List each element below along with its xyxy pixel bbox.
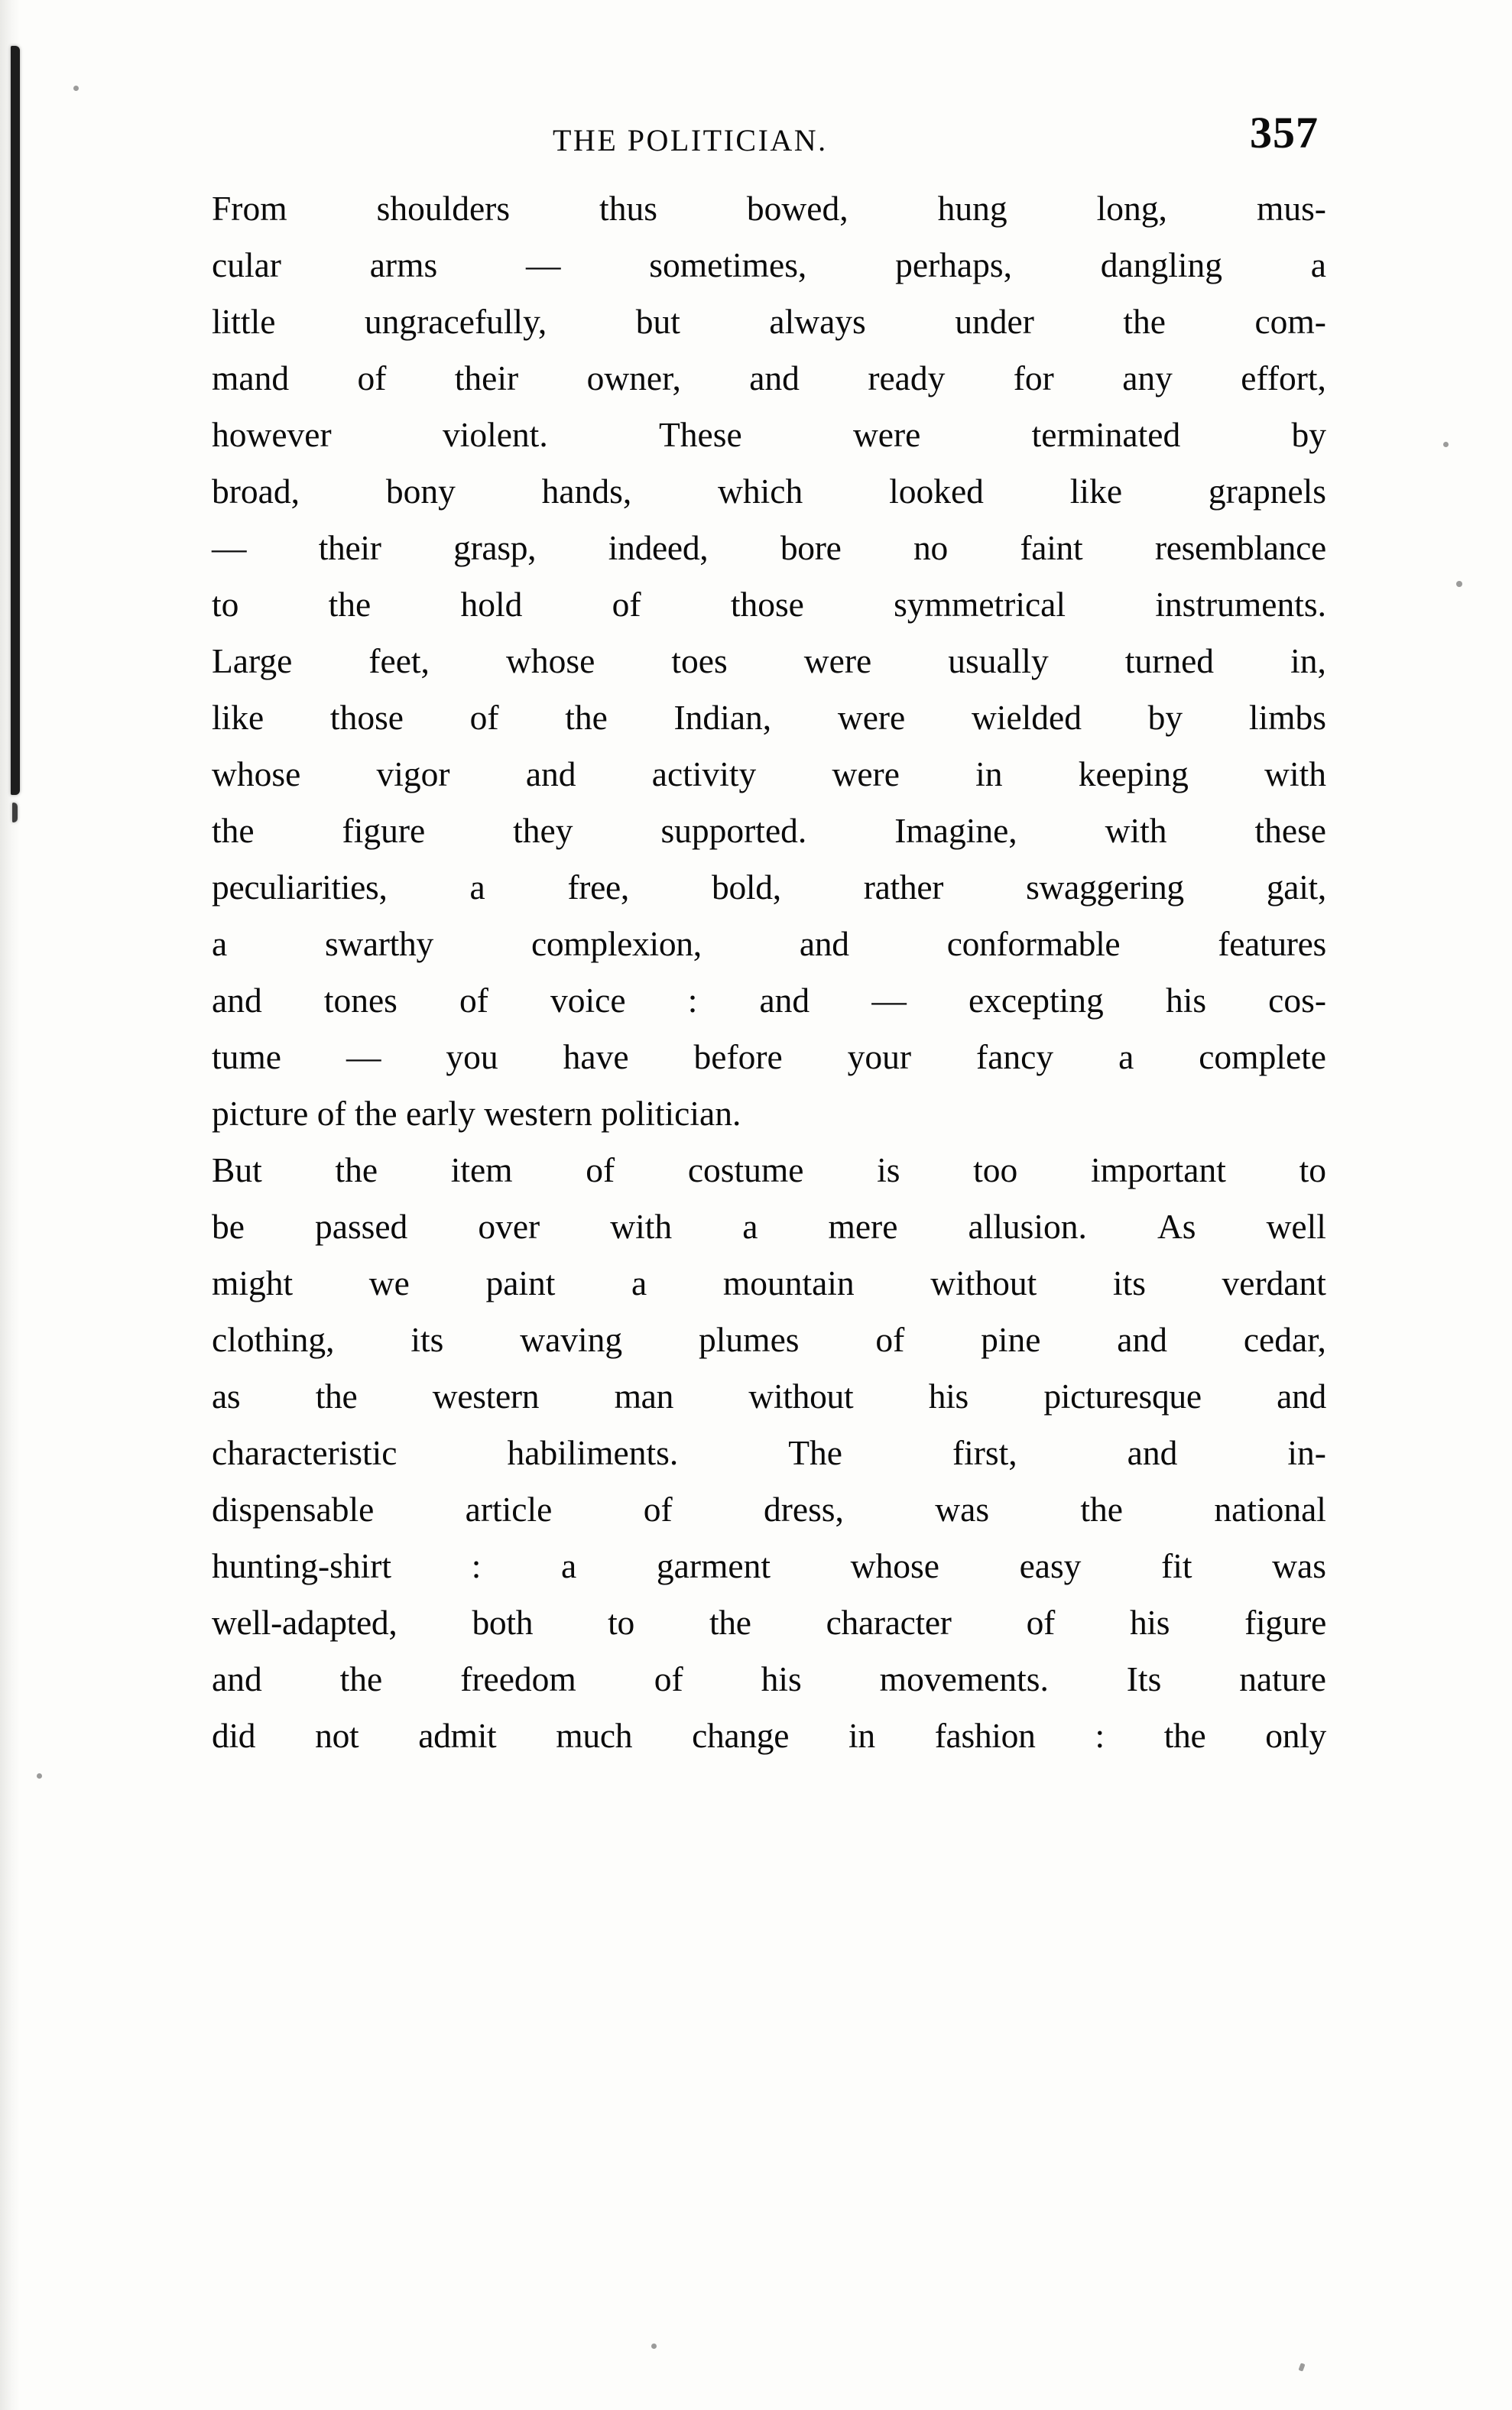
text-line: [164, 294, 1326, 350]
scan-speck: [651, 2344, 657, 2349]
text-word: ready: [868, 358, 946, 397]
text-word: allusion.: [968, 1207, 1087, 1246]
text-line: [164, 972, 1326, 1029]
paragraph-2: [164, 1142, 1326, 1764]
text-line: [164, 576, 1326, 633]
text-word: a: [212, 924, 227, 963]
text-word: and: [525, 754, 576, 793]
text-word: rather: [863, 868, 944, 907]
text-word: Its: [1126, 1659, 1162, 1698]
text-word: those: [730, 585, 804, 624]
text-word: which: [718, 472, 803, 511]
text-word: a: [561, 1546, 577, 1585]
running-head-title: THE POLITICIAN.: [553, 123, 828, 157]
text-word: whose: [850, 1546, 939, 1585]
text-word: with: [1105, 811, 1167, 850]
text-word: in-: [1287, 1433, 1326, 1472]
text-word: admit: [418, 1716, 497, 1755]
text-word: a: [631, 1263, 647, 1302]
text-word: Imagine,: [894, 811, 1017, 850]
text-word: little: [212, 302, 276, 341]
text-word: grasp,: [453, 528, 537, 567]
text-word: com-: [1254, 302, 1326, 341]
text-word: hunting-shirt: [212, 1546, 392, 1585]
text-word: bore: [780, 528, 842, 567]
text-word: the: [565, 698, 608, 737]
text-word: effort,: [1241, 358, 1326, 397]
text-word: —: [525, 245, 561, 284]
text-line: [164, 520, 1326, 576]
text-word: cedar,: [1243, 1320, 1326, 1359]
text-line: [164, 407, 1326, 463]
text-word: and: [212, 1659, 262, 1698]
text-word: clothing,: [212, 1320, 335, 1359]
paragraph-1: [164, 180, 1326, 1142]
text-word: hold: [460, 585, 523, 624]
text-word: to: [1299, 1150, 1326, 1189]
scan-speck: [37, 1773, 42, 1779]
scan-speck: [73, 86, 79, 91]
text-word: their: [318, 528, 381, 567]
text-word: to: [608, 1603, 634, 1642]
text-word: :: [471, 1546, 482, 1585]
text-word: instruments.: [1155, 585, 1326, 624]
text-word: and: [1277, 1377, 1326, 1416]
body-text: [164, 180, 1326, 1764]
text-word: turned: [1124, 641, 1215, 680]
scan-speck: [1298, 2363, 1305, 2371]
text-word: of: [469, 698, 499, 737]
text-line: [164, 1481, 1326, 1538]
text-word: thus: [599, 189, 657, 228]
text-word: not: [315, 1716, 359, 1755]
text-word: —: [871, 981, 907, 1020]
binding-ink-mark-secondary: [12, 803, 18, 822]
text-word: garment: [656, 1546, 771, 1585]
text-word: you: [446, 1037, 498, 1076]
text-word: characteristic: [212, 1433, 397, 1472]
text-word: they: [513, 811, 573, 850]
text-word: mus-: [1256, 189, 1326, 228]
text-word: their: [454, 358, 519, 397]
text-word: to: [212, 585, 239, 624]
text-word: dangling: [1100, 245, 1222, 284]
text-word: were: [803, 641, 872, 680]
text-word: in: [975, 754, 1003, 793]
text-line: [164, 1594, 1326, 1651]
text-word: and: [749, 358, 800, 397]
text-line: [164, 1312, 1326, 1368]
text-word: his: [1129, 1603, 1170, 1642]
text-word: :: [687, 981, 698, 1020]
text-word: and: [759, 981, 810, 1020]
text-word: before: [693, 1037, 783, 1076]
text-word: the: [1163, 1716, 1206, 1755]
text-word: fashion: [934, 1716, 1036, 1755]
text-word: without: [748, 1377, 854, 1416]
running-head: [164, 108, 1326, 180]
text-word: owner,: [586, 358, 681, 397]
text-word: free,: [567, 868, 630, 907]
text-word: of: [612, 585, 641, 624]
text-word: shoulders: [376, 189, 511, 228]
text-word: hands,: [541, 472, 632, 511]
text-word: were: [852, 415, 921, 454]
text-word: The: [788, 1433, 842, 1472]
text-word: —: [212, 528, 247, 567]
text-word: under: [955, 302, 1034, 341]
text-word: passed: [315, 1207, 408, 1246]
text-word: for: [1013, 358, 1054, 397]
text-line: [164, 1425, 1326, 1481]
text-line: [164, 746, 1326, 803]
text-word: resemblance: [1154, 528, 1326, 567]
text-word: change: [692, 1716, 790, 1755]
text-word: symmetrical: [894, 585, 1066, 624]
text-word: these: [1254, 811, 1326, 850]
text-word: did: [212, 1716, 256, 1755]
text-word: item: [450, 1150, 513, 1189]
text-word: limbs: [1248, 698, 1326, 737]
text-word: no: [913, 528, 948, 567]
text-word: gait,: [1266, 868, 1326, 907]
text-word: faint: [1020, 528, 1083, 567]
text-word: swarthy: [324, 924, 433, 963]
text-word: his: [928, 1377, 969, 1416]
text-word: usually: [948, 641, 1049, 680]
text-word: grapnels: [1208, 472, 1326, 511]
text-line: [164, 1029, 1326, 1085]
text-line: [164, 463, 1326, 520]
text-word: its: [410, 1320, 444, 1359]
text-word: features: [1218, 924, 1326, 963]
text-line: [164, 1142, 1326, 1199]
text-word: peculiarities,: [212, 868, 388, 907]
text-word: much: [556, 1716, 633, 1755]
text-line: [164, 1708, 1326, 1764]
text-word: :: [1095, 1716, 1105, 1755]
text-word: Large: [212, 641, 293, 680]
text-word: cular: [212, 245, 281, 284]
text-word: waving: [520, 1320, 623, 1359]
text-word: a: [469, 868, 485, 907]
text-line: [164, 1538, 1326, 1594]
text-word: the: [1080, 1490, 1123, 1529]
text-word: be: [212, 1207, 245, 1246]
page-number: 357: [1250, 108, 1319, 157]
text-word: well: [1266, 1207, 1326, 1246]
text-line: [164, 350, 1326, 407]
text-word: sometimes,: [649, 245, 807, 284]
text-word: by: [1147, 698, 1183, 737]
text-word: western: [432, 1377, 540, 1416]
text-word: of: [586, 1150, 615, 1189]
text-word: however: [212, 415, 332, 454]
text-word: pine: [981, 1320, 1041, 1359]
text-word: Indian,: [673, 698, 772, 737]
text-line: [164, 1368, 1326, 1425]
text-word: complexion,: [530, 924, 702, 963]
text-word: and: [1127, 1433, 1178, 1472]
text-line: [164, 1199, 1326, 1255]
text-word: we: [368, 1263, 410, 1302]
text-word: fit: [1161, 1546, 1192, 1585]
text-line: [164, 633, 1326, 689]
text-word: always: [769, 302, 866, 341]
text-word: might: [212, 1263, 294, 1302]
text-column: [164, 108, 1326, 1764]
text-word: mountain: [722, 1263, 855, 1302]
text-word: feet,: [368, 641, 430, 680]
text-word: was: [935, 1490, 990, 1529]
text-word: From: [212, 189, 287, 228]
text-word: As: [1157, 1207, 1196, 1246]
text-word: his: [1165, 981, 1207, 1020]
text-word: is: [877, 1150, 900, 1189]
text-word: freedom: [460, 1659, 576, 1698]
text-word: keeping: [1078, 754, 1189, 793]
text-word: terminated: [1031, 415, 1181, 454]
text-word: the: [328, 585, 372, 624]
text-word: as: [212, 1377, 241, 1416]
text-word: figure: [1244, 1603, 1326, 1642]
text-word: bowed,: [746, 189, 848, 228]
text-word: long,: [1096, 189, 1167, 228]
text-line: [164, 859, 1326, 916]
text-word: dispensable: [212, 1490, 375, 1529]
text-word: activity: [651, 754, 757, 793]
text-word: paint: [485, 1263, 556, 1302]
text-word: looked: [889, 472, 984, 511]
text-word: were: [837, 698, 906, 737]
text-word: only: [1265, 1716, 1326, 1755]
text-word: over: [478, 1207, 540, 1246]
text-word: perhaps,: [895, 245, 1012, 284]
text-word: tones: [323, 981, 397, 1020]
text-word: whose: [506, 641, 595, 680]
text-word: verdant: [1222, 1263, 1326, 1302]
text-word: vigor: [376, 754, 450, 793]
text-word: man: [614, 1377, 674, 1416]
binding-ink-mark: [11, 46, 20, 795]
scan-speck: [1456, 581, 1462, 587]
text-word: and: [799, 924, 849, 963]
text-word: These: [659, 415, 742, 454]
text-word: in: [848, 1716, 875, 1755]
text-word: complete: [1199, 1037, 1326, 1076]
text-word: both: [472, 1603, 534, 1642]
text-word: nature: [1239, 1659, 1326, 1698]
text-word: habiliments.: [507, 1433, 679, 1472]
text-word: plumes: [699, 1320, 800, 1359]
text-word: first,: [952, 1433, 1017, 1472]
text-word: like: [212, 698, 264, 737]
text-word: wielded: [971, 698, 1082, 737]
text-word: and: [212, 981, 262, 1020]
text-word: of: [459, 981, 488, 1020]
text-word: figure: [342, 811, 426, 850]
text-word: a: [1118, 1037, 1134, 1076]
text-word: indeed,: [608, 528, 709, 567]
text-word: supported.: [660, 811, 807, 850]
text-word: But: [212, 1150, 262, 1189]
text-word: —: [346, 1037, 381, 1076]
text-line: [164, 689, 1326, 746]
text-word: of: [654, 1659, 683, 1698]
text-word: the: [709, 1603, 751, 1642]
text-word: of: [643, 1490, 673, 1529]
text-word: his: [761, 1659, 802, 1698]
text-word: of: [875, 1320, 905, 1359]
text-word: mere: [828, 1207, 898, 1246]
text-word: important: [1090, 1150, 1226, 1189]
text-line: [164, 803, 1326, 859]
page-gutter-shadow: [0, 0, 20, 2410]
text-word: the: [339, 1659, 383, 1698]
text-word: ungracefully,: [364, 302, 547, 341]
text-word: national: [1214, 1490, 1326, 1529]
text-word: those: [329, 698, 404, 737]
text-word: any: [1122, 358, 1173, 397]
text-word: bony: [385, 472, 456, 511]
text-word: article: [465, 1490, 553, 1529]
text-word: swaggering: [1026, 868, 1184, 907]
text-word: toes: [671, 641, 728, 680]
text-word: its: [1112, 1263, 1146, 1302]
text-word: picturesque: [1043, 1377, 1202, 1416]
text-word: costume: [687, 1150, 804, 1189]
scan-speck: [1443, 442, 1449, 447]
text-word: but: [635, 302, 680, 341]
text-word: a: [1310, 245, 1326, 284]
text-word: mand: [212, 358, 290, 397]
text-word: in,: [1290, 641, 1326, 680]
text-word: character: [826, 1603, 952, 1642]
text-word: have: [563, 1037, 629, 1076]
text-word: voice: [550, 981, 626, 1020]
text-word: conformable: [946, 924, 1121, 963]
text-word: bold,: [712, 868, 781, 907]
text-word: of: [357, 358, 387, 397]
text-word: with: [1264, 754, 1326, 793]
text-word: too: [973, 1150, 1018, 1189]
text-word: with: [610, 1207, 673, 1246]
text-word: fancy: [976, 1037, 1054, 1076]
text-word: violent.: [442, 415, 548, 454]
text-word: were: [832, 754, 900, 793]
text-line: [164, 237, 1326, 294]
text-word: excepting: [968, 981, 1104, 1020]
text-word: by: [1291, 415, 1326, 454]
text-word: like: [1069, 472, 1123, 511]
text-word: the: [1123, 302, 1166, 341]
text-word: well-adapted,: [212, 1603, 397, 1642]
text-word: whose: [212, 754, 301, 793]
text-line: [164, 1255, 1326, 1312]
text-line: [164, 916, 1326, 972]
text-line: [164, 180, 1326, 237]
text-word: dress,: [764, 1490, 844, 1529]
text-word: movements.: [879, 1659, 1049, 1698]
text-word: arms: [369, 245, 438, 284]
text-word: broad,: [212, 472, 300, 511]
text-word: the: [315, 1377, 358, 1416]
text-word: your: [847, 1037, 912, 1076]
text-word: easy: [1019, 1546, 1082, 1585]
text-word: and: [1117, 1320, 1167, 1359]
text-word: of: [1026, 1603, 1055, 1642]
text-word: was: [1272, 1546, 1326, 1585]
text-line: [164, 1651, 1326, 1708]
text-word: the: [212, 811, 255, 850]
text-word: cos-: [1268, 981, 1326, 1020]
text-word: without: [930, 1263, 1037, 1302]
text-word: tume: [212, 1037, 281, 1076]
text-word: a: [742, 1207, 758, 1246]
text-line: picture of the early western politician.: [212, 1094, 741, 1133]
text-word: hung: [937, 189, 1007, 228]
text-word: the: [335, 1150, 378, 1189]
